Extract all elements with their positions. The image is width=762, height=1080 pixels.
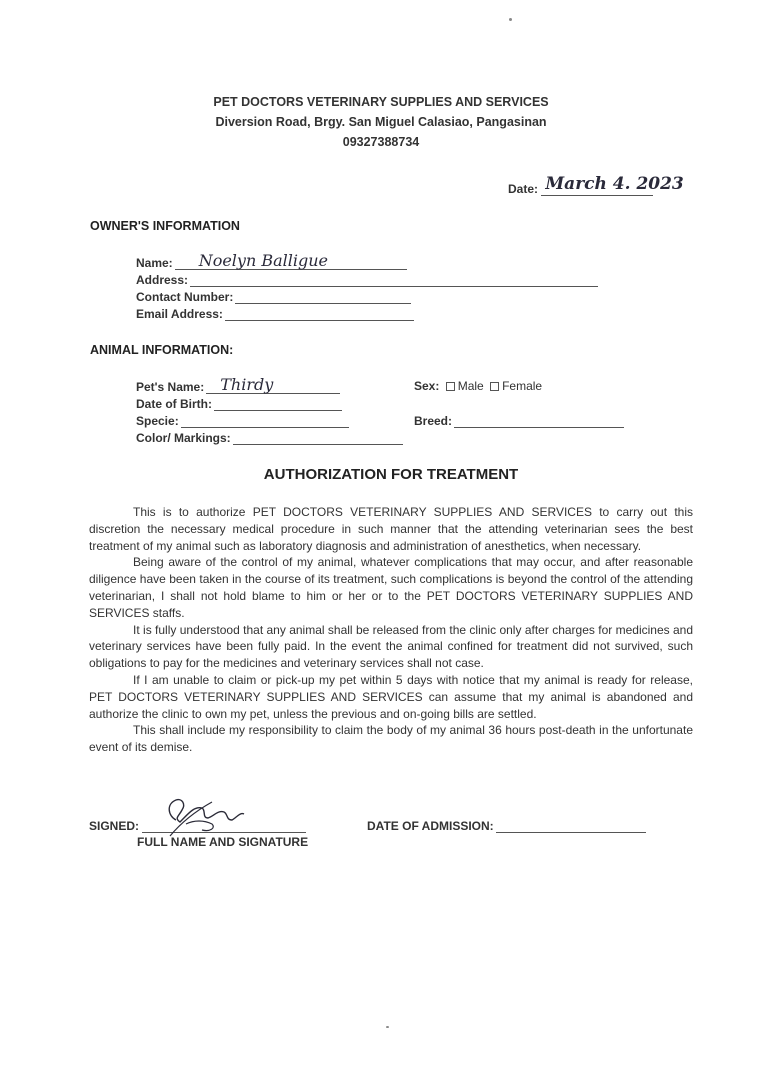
owner-name-label: Name: bbox=[136, 256, 173, 270]
owner-name-line bbox=[175, 251, 407, 270]
authorization-paragraph: If I am unable to claim or pick-up my pet within 5 days with notice that my animal is ready for release, PET DOCTORS VETERINARY SUPPLIES AND SERVICES can assume that my animal is abandoned and authorize the clinic to own my pet, unless the previous and on-going bills are settled. bbox=[89, 672, 693, 721]
pet-name-label: Pet's Name: bbox=[136, 380, 205, 394]
sex-label: Sex: bbox=[414, 379, 440, 393]
specie-line bbox=[181, 413, 349, 428]
owner-contact-field bbox=[136, 289, 411, 304]
admission-date-line bbox=[496, 818, 646, 833]
female-checkbox[interactable] bbox=[490, 382, 499, 391]
owner-name-field bbox=[136, 251, 407, 270]
signed-field bbox=[89, 818, 306, 833]
owner-email-line bbox=[225, 306, 414, 321]
animal-info-heading: ANIMAL INFORMATION: bbox=[90, 343, 234, 357]
date-field bbox=[508, 174, 684, 196]
clinic-phone: 09327388734 bbox=[342, 135, 420, 149]
male-checkbox[interactable] bbox=[446, 382, 455, 391]
signature-caption: FULL NAME AND SIGNATURE bbox=[137, 835, 309, 849]
owner-address-label: Address: bbox=[136, 273, 189, 287]
pet-name-handwritten: Thirdy bbox=[220, 375, 274, 394]
owner-contact-line bbox=[235, 289, 411, 304]
clinic-address: Diversion Road, Brgy. San Miguel Calasiao, Pangasinan bbox=[215, 115, 547, 129]
pet-name-line bbox=[206, 375, 340, 394]
sex-field bbox=[414, 379, 542, 393]
authorization-body bbox=[89, 504, 693, 756]
owner-email-label: Email Address: bbox=[136, 307, 223, 321]
authorization-paragraph: This is to authorize PET DOCTORS VETERINARY SUPPLIES AND SERVICES to carry out this discretion the necessary medical procedure in such manner that the attending veterinarian sees the best treatment of my animal such as laboratory diagnosis and administration of anesthetics, when necessary. bbox=[89, 505, 693, 553]
owner-contact-label: Contact Number: bbox=[136, 290, 234, 304]
color-line bbox=[233, 430, 403, 445]
specie-field bbox=[136, 413, 349, 428]
owner-info-heading: OWNER'S INFORMATION bbox=[90, 219, 240, 233]
breed-label: Breed: bbox=[414, 414, 453, 428]
handwritten-signature bbox=[146, 790, 256, 840]
date-label: Date: bbox=[508, 182, 539, 196]
scan-speck bbox=[509, 18, 512, 21]
color-label: Color/ Markings: bbox=[136, 431, 231, 445]
authorization-paragraph: This shall include my responsibility to claim the body of my animal 36 hours post-death in the unfortunate event of its demise. bbox=[89, 723, 693, 755]
clinic-header bbox=[0, 92, 762, 152]
dob-line bbox=[214, 396, 342, 411]
dob-field bbox=[136, 396, 342, 411]
date-line bbox=[541, 174, 684, 196]
owner-address-line bbox=[190, 272, 598, 287]
breed-field bbox=[414, 413, 624, 428]
authorization-paragraph: It is fully understood that any animal shall be released from the clinic only after charges for medicines and veterinary services have been fully paid. In the event the animal confined for treatment did not survived, such obligations to pay for the medicines and veterinary services shall not case. bbox=[89, 622, 693, 671]
clinic-name: PET DOCTORS VETERINARY SUPPLIES AND SERVICES bbox=[213, 95, 549, 109]
admission-date-field bbox=[367, 818, 646, 833]
male-label: Male bbox=[457, 379, 484, 393]
color-field bbox=[136, 430, 403, 445]
female-label: Female bbox=[502, 379, 543, 393]
authorization-title: AUTHORIZATION FOR TREATMENT bbox=[263, 466, 519, 483]
signature-line bbox=[142, 818, 306, 833]
breed-line bbox=[454, 413, 624, 428]
dob-label: Date of Birth: bbox=[136, 397, 212, 411]
date-handwritten-value: March 4. 2023 bbox=[545, 174, 684, 194]
owner-address-field bbox=[136, 272, 598, 287]
owner-name-handwritten: Noelyn Balligue bbox=[198, 251, 328, 270]
pet-name-field bbox=[136, 375, 340, 394]
owner-email-field bbox=[136, 306, 414, 321]
specie-label: Specie: bbox=[136, 414, 179, 428]
authorization-paragraph: Being aware of the control of my animal, whatever complications that may occur, and after reasonable diligence have been taken in the course of its treatment, such complications is beyond the control of the attending veterinarian, I shall not hold blame to him or her or to the PET DOCTORS VETERINARY SUPPLIES AND SERVICES staffs. bbox=[89, 555, 693, 620]
scan-speck bbox=[386, 1026, 389, 1028]
signed-label: SIGNED: bbox=[89, 819, 140, 833]
admission-date-label: DATE OF ADMISSION: bbox=[367, 819, 494, 833]
